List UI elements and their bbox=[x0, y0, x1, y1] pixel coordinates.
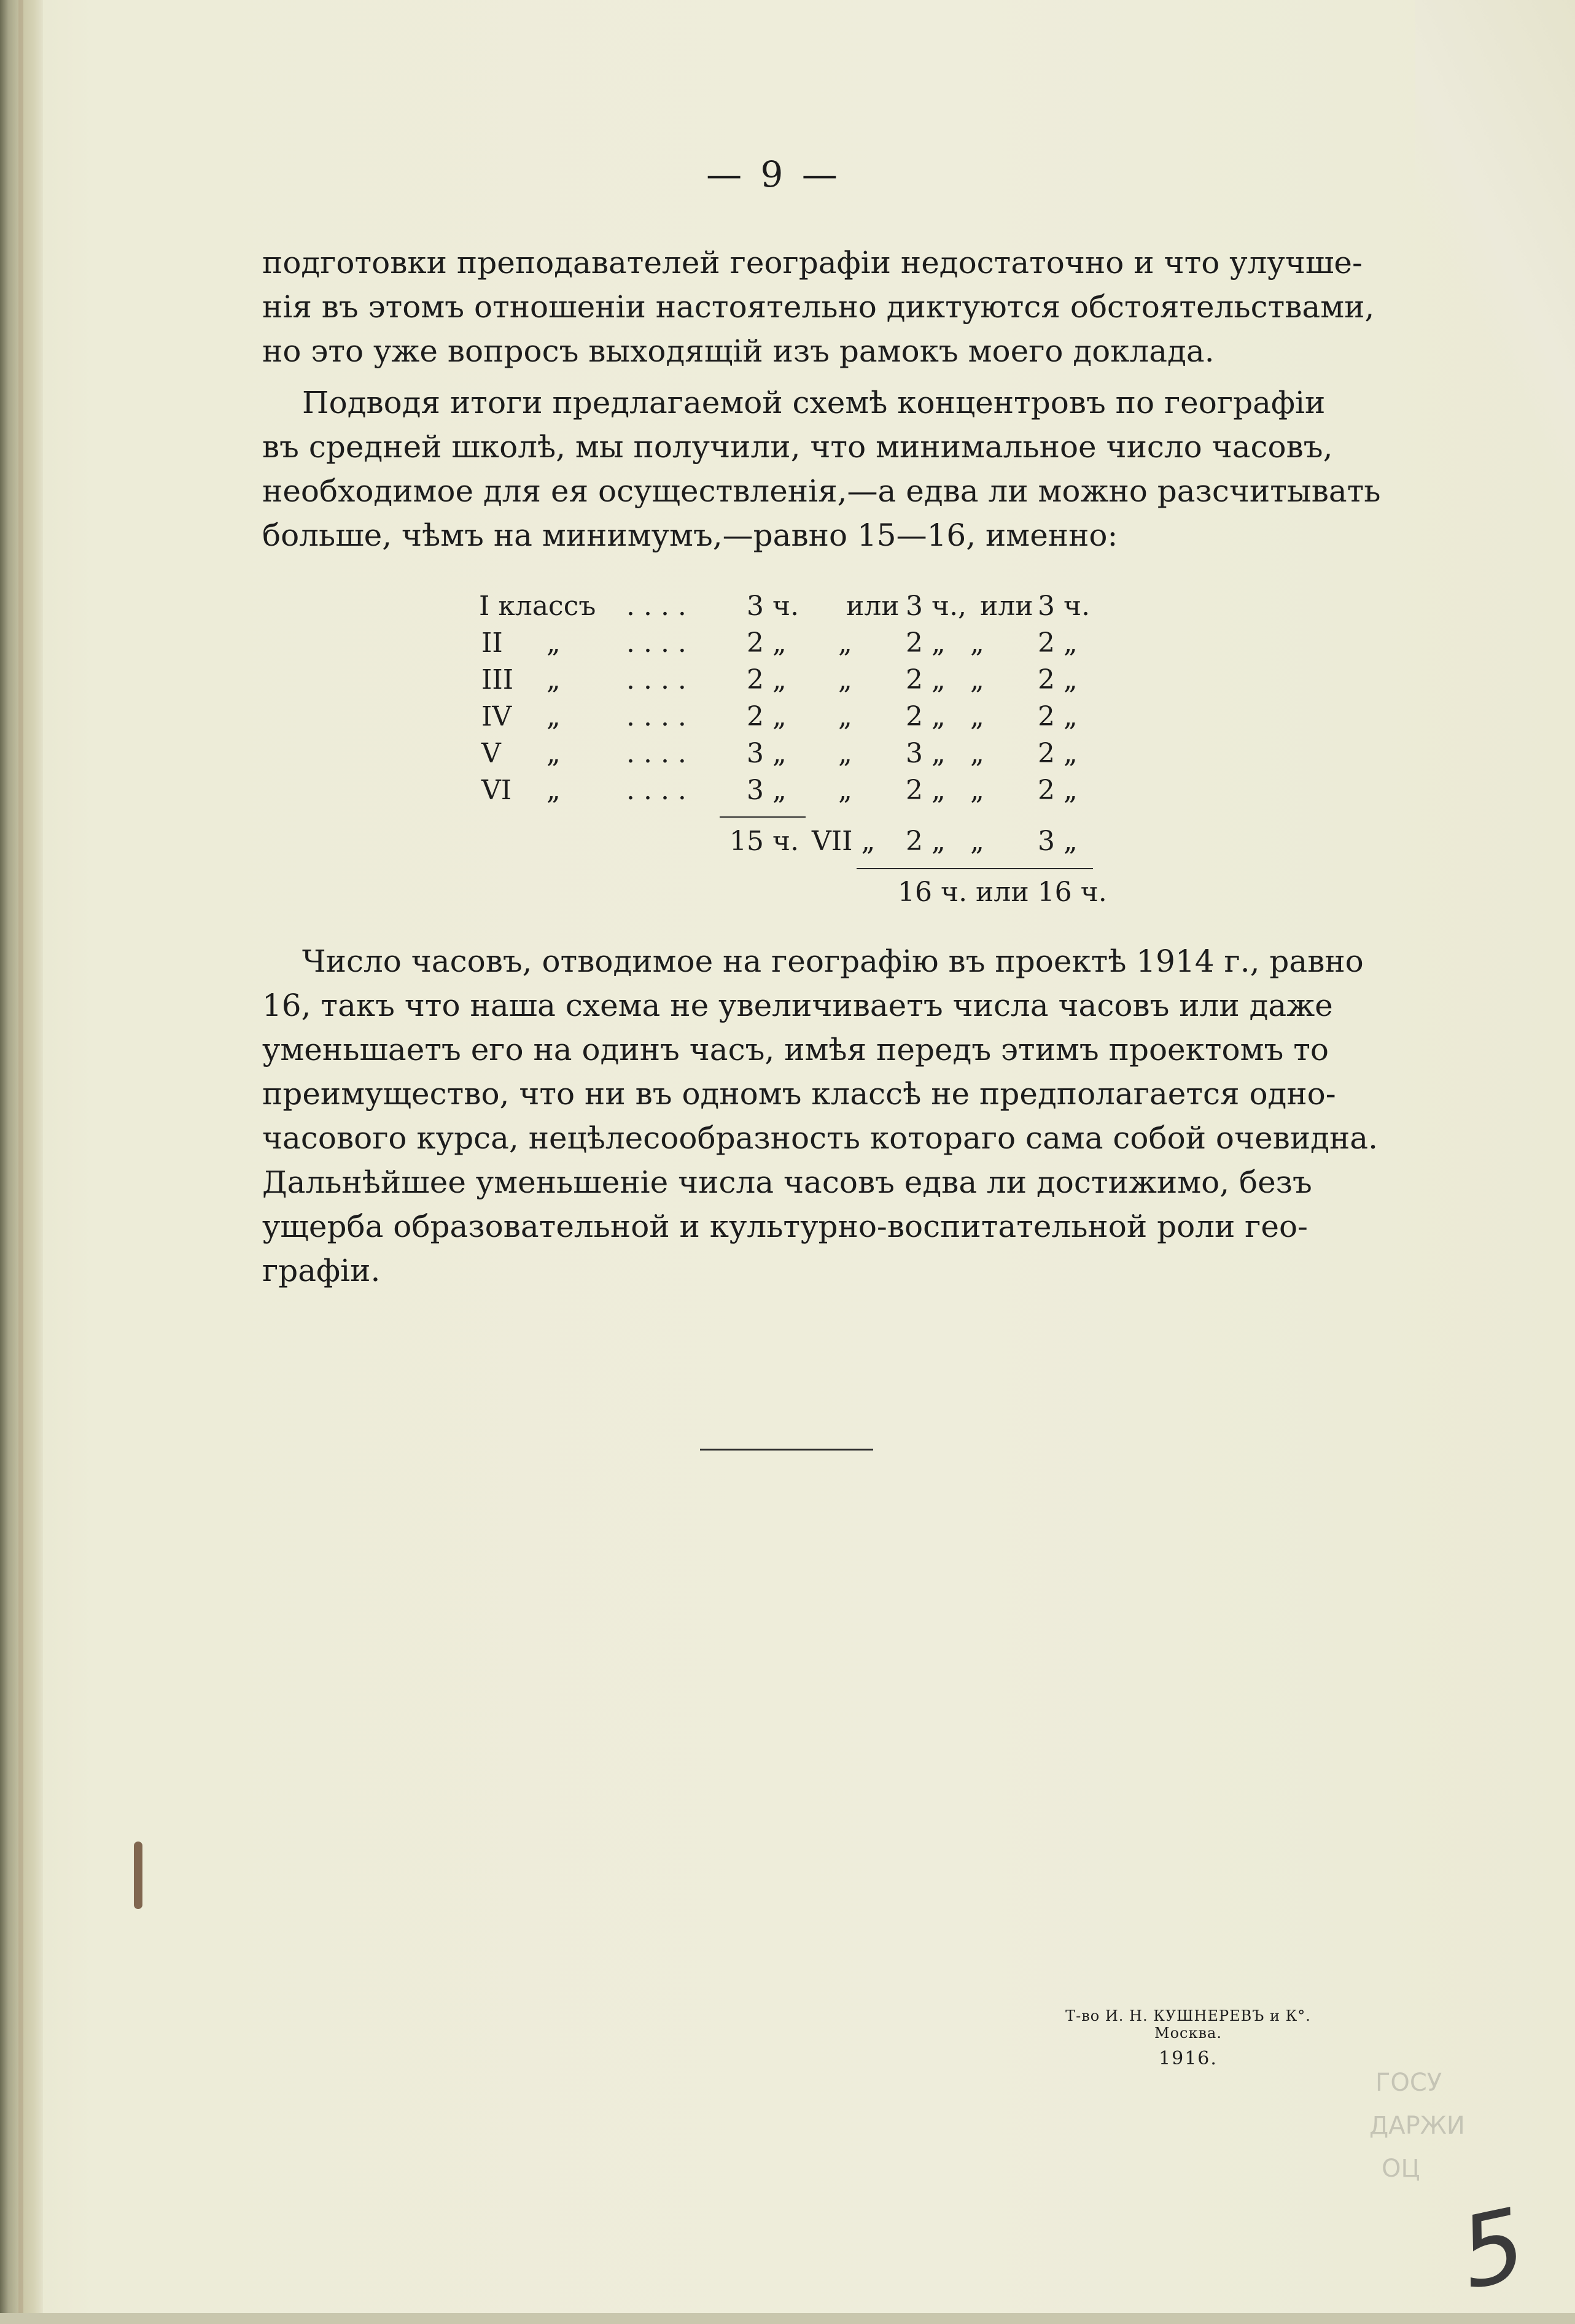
table-sep: „ bbox=[970, 775, 984, 806]
faded-library-stamp bbox=[1130, 2069, 1474, 2228]
text-line: преимущество, что ни въ одномъ классѣ не предполагается одно- bbox=[262, 1076, 1336, 1112]
total-hours-a: 15 ч. bbox=[729, 826, 799, 857]
table-sep: „ bbox=[838, 627, 852, 659]
text-line: Подводя итоги предлагаемой схемѣ концентровъ по географіи bbox=[302, 385, 1326, 420]
printer-name: Т-во И. Н. КУШНЕРЕВЪ и К°. Москва. bbox=[1065, 2007, 1311, 2042]
table-row-class: V bbox=[481, 738, 501, 769]
table-cell-c: 2 „ bbox=[1038, 775, 1078, 806]
table-row-class: II bbox=[481, 627, 503, 659]
table-row-dots: . . . . bbox=[626, 701, 686, 732]
text-line: нія въ этомъ отношеніи настоятельно диктуются обстоятельствами, bbox=[262, 289, 1375, 325]
table-sep: „ bbox=[970, 627, 984, 659]
table-sep: или bbox=[846, 591, 900, 622]
table-cell-a: 3 „ bbox=[747, 775, 787, 806]
ditto-mark: „ bbox=[546, 738, 561, 769]
table-cell-c: 3 „ bbox=[1038, 826, 1078, 857]
text-line: необходимое для ея осуществленія,—а едва ли можно разсчитывать bbox=[262, 473, 1381, 509]
text-line: но это уже вопросъ выходящій изъ рамокъ моего доклада. bbox=[262, 333, 1215, 369]
table-row-class: IV bbox=[481, 701, 512, 732]
grand-total: 16 ч. или 16 ч. bbox=[898, 877, 1107, 908]
printer-imprint bbox=[1044, 2007, 1332, 2069]
text-line: часового курса, нецѣлесообразность котораго сама собой очевидна. bbox=[262, 1120, 1378, 1156]
handwritten-page-number: 5 bbox=[1450, 2186, 1536, 2312]
table-row-dots: . . . . bbox=[626, 775, 686, 806]
table-row-class: VI bbox=[481, 775, 512, 806]
table-row-dots: . . . . bbox=[626, 591, 686, 622]
stamp-text: ГОСУ bbox=[1375, 2069, 1442, 2097]
print-year: 1916. bbox=[1159, 2048, 1218, 2069]
page-number: — 9 — bbox=[706, 153, 841, 195]
table-sep: „ bbox=[838, 664, 852, 695]
text-line: Дальнѣйшее уменьшеніе числа часовъ едва ли достижимо, безъ bbox=[262, 1164, 1312, 1200]
table-row-class: VII „ bbox=[812, 826, 876, 857]
table-cell-a: 3 ч. bbox=[747, 591, 799, 622]
ditto-mark: „ bbox=[546, 701, 561, 732]
table-cell-b: 3 ч., bbox=[906, 591, 967, 622]
table-row-dots: . . . . bbox=[626, 627, 686, 659]
text-line: 16, такъ что наша схема не увеличиваетъ числа часовъ или даже bbox=[262, 988, 1333, 1023]
table-cell-a: 3 „ bbox=[747, 738, 787, 769]
table-sep: „ bbox=[970, 738, 984, 769]
text-line: подготовки преподавателей географіи недостаточно и что улучше- bbox=[262, 245, 1363, 281]
table-cell-b: 2 „ bbox=[906, 826, 946, 857]
table-row-class: I классъ bbox=[479, 591, 596, 622]
table-sep: „ bbox=[838, 738, 852, 769]
table-row-dots: . . . . bbox=[626, 664, 686, 695]
table-sep: или bbox=[980, 591, 1033, 622]
table-sep: „ bbox=[838, 775, 852, 806]
paragraph-3 bbox=[262, 939, 1378, 1293]
ditto-mark: „ bbox=[546, 775, 561, 806]
table-cell-b: 2 „ bbox=[906, 775, 946, 806]
table-cell-b: 2 „ bbox=[906, 701, 946, 732]
table-row-dots: . . . . bbox=[626, 738, 686, 769]
table-cell-c: 2 „ bbox=[1038, 701, 1078, 732]
table-cell-c: 3 ч. bbox=[1038, 591, 1091, 622]
table-row-class: III bbox=[481, 664, 514, 695]
table-cell-a: 2 „ bbox=[747, 664, 787, 695]
text-line: уменьшаетъ его на одинъ часъ, имѣя передъ этимъ проектомъ то bbox=[262, 1032, 1329, 1067]
stamp-text: ОЦ bbox=[1382, 2155, 1420, 2183]
table-sep: „ bbox=[970, 701, 984, 732]
table-cell-a: 2 „ bbox=[747, 627, 787, 659]
table-cell-c: 2 „ bbox=[1038, 664, 1078, 695]
table-cell-b: 3 „ bbox=[906, 738, 946, 769]
sum-rule bbox=[857, 868, 1093, 869]
table-cell-a: 2 „ bbox=[747, 701, 787, 732]
table-cell-b: 2 „ bbox=[906, 664, 946, 695]
text-line: ущерба образовательной и культурно-воспитательной роли гео- bbox=[262, 1209, 1308, 1244]
table-cell-b: 2 „ bbox=[906, 627, 946, 659]
table-cell-c: 2 „ bbox=[1038, 627, 1078, 659]
table-cell-c: 2 „ bbox=[1038, 738, 1078, 769]
stamp-text: ДАРЖИ bbox=[1369, 2112, 1465, 2140]
text-line: графіи. bbox=[262, 1253, 381, 1288]
text-line: больше, чѣмъ на минимумъ,—равно 15—16, именно: bbox=[262, 517, 1118, 553]
end-divider bbox=[700, 1449, 873, 1451]
text-line: въ средней школѣ, мы получили, что минимальное число часовъ, bbox=[262, 429, 1333, 465]
table-sep: „ bbox=[970, 826, 984, 857]
table-sep: „ bbox=[970, 664, 984, 695]
sum-rule bbox=[720, 816, 806, 818]
table-sep: „ bbox=[838, 701, 852, 732]
text-line: Число часовъ, отводимое на географію въ проектѣ 1914 г., равно bbox=[302, 943, 1364, 979]
ink-blot bbox=[134, 1842, 142, 1909]
ditto-mark: „ bbox=[546, 664, 561, 695]
ditto-mark: „ bbox=[546, 627, 561, 659]
